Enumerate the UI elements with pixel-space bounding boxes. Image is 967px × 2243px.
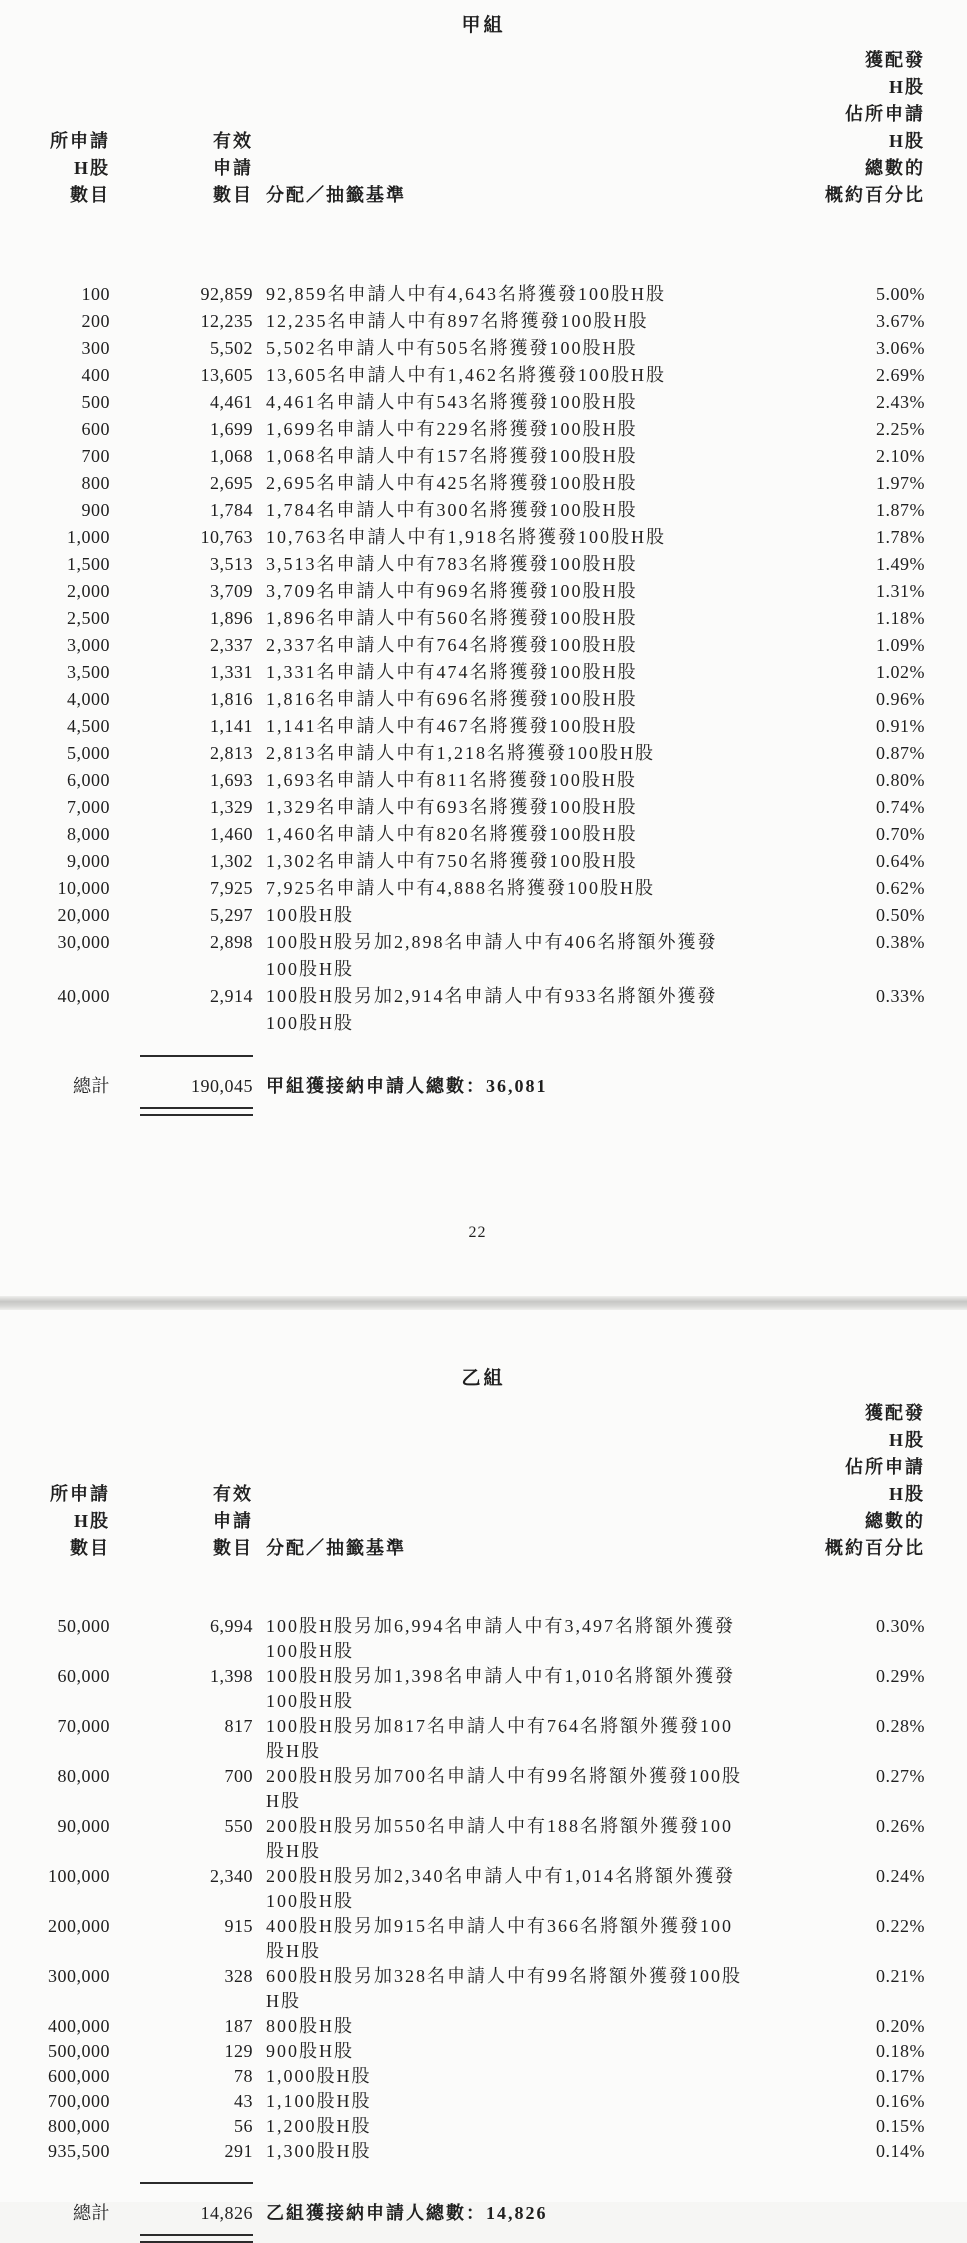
valid-applications-cell: 1,331 [210, 662, 253, 682]
valid-applications-cell: 1,398 [210, 1666, 253, 1686]
percentage-cell: 0.16% [876, 2091, 925, 2111]
header-line: 總數的 [865, 1511, 925, 1531]
allocation-basis-cell: 4,461名申請人中有543名將獲發100股H股 [266, 392, 638, 412]
group-a-title: 甲組 [461, 15, 506, 36]
table-row [30, 740, 925, 767]
allocation-basis-cell: 13,605名申請人中有1,462名將獲發100股H股 [266, 365, 666, 385]
applied-shares-cell: 300 [81, 338, 110, 358]
total-valid-applications: 190,045 [191, 1076, 253, 1096]
applied-shares-cell: 800,000 [48, 2116, 110, 2136]
percentage-cell: 0.33% [876, 986, 925, 1006]
applied-shares-cell: 700,000 [48, 2091, 110, 2111]
header-applied-shares [30, 128, 110, 209]
valid-applications-cell: 78 [234, 2066, 253, 2086]
table-row [30, 2139, 925, 2164]
applied-shares-cell: 30,000 [57, 932, 110, 952]
table-row [30, 335, 925, 362]
percentage-cell: 1.49% [876, 554, 925, 574]
allocation-basis-cell: 1,896名申請人中有560名將獲發100股H股 [266, 608, 638, 628]
allocation-basis-cell: 1,302名申請人中有750名將獲發100股H股 [266, 851, 638, 871]
percentage-cell: 0.21% [876, 1966, 925, 1986]
applied-shares-cell: 800 [81, 473, 110, 493]
percentage-cell: 5.00% [876, 284, 925, 304]
total-note: 甲組獲接納申請人總數：36,081 [266, 1076, 548, 1096]
page-divider [0, 1296, 967, 1310]
header-percentage [757, 1400, 925, 1562]
allocation-basis-cell: 100股H股 [266, 905, 354, 925]
percentage-cell: 0.18% [876, 2041, 925, 2061]
header-line: H股 [888, 77, 925, 97]
applied-shares-cell: 90,000 [57, 1816, 110, 1836]
allocation-basis-cell: 600股H股另加328名申請人中有99名將額外獲發100股H股 [266, 1966, 742, 2011]
valid-applications-cell: 12,235 [200, 311, 253, 331]
header-line: 數目 [213, 1538, 253, 1558]
header-line: 分配／抽籤基準 [266, 185, 406, 205]
applied-shares-cell: 5,000 [67, 743, 110, 763]
valid-applications-cell: 1,329 [210, 797, 253, 817]
allocation-basis-cell: 1,460名申請人中有820名將獲發100股H股 [266, 824, 638, 844]
allocation-basis-cell: 12,235名申請人中有897名將獲發100股H股 [266, 311, 649, 331]
applied-shares-cell: 935,500 [48, 2141, 110, 2161]
allocation-basis-cell: 900股H股 [266, 2041, 354, 2061]
percentage-cell: 3.67% [876, 311, 925, 331]
valid-applications-cell: 2,337 [210, 635, 253, 655]
allocation-basis-cell: 1,329名申請人中有693名將獲發100股H股 [266, 797, 638, 817]
double-rule [140, 2234, 253, 2243]
valid-applications-cell: 1,141 [210, 716, 253, 736]
percentage-cell: 0.30% [876, 1616, 925, 1636]
valid-applications-cell: 2,914 [210, 986, 253, 1006]
valid-applications-cell: 817 [224, 1716, 253, 1736]
applied-shares-cell: 1,000 [67, 527, 110, 547]
header-line: 申請 [213, 158, 253, 178]
group-b-title: 乙組 [461, 1368, 506, 1389]
allocation-basis-cell: 1,200股H股 [266, 2116, 372, 2136]
allocation-basis-cell: 100股H股另加2,898名申請人中有406名將額外獲發100股H股 [266, 932, 718, 979]
allocation-basis-cell: 2,695名申請人中有425名將獲發100股H股 [266, 473, 638, 493]
allocation-basis-cell: 100股H股另加6,994名申請人中有3,497名將額外獲發100股H股 [266, 1616, 735, 1661]
table-row [30, 2114, 925, 2139]
header-line: 數目 [70, 185, 110, 205]
table-row [30, 308, 925, 335]
allocation-basis-cell: 3,513名申請人中有783名將獲發100股H股 [266, 554, 638, 574]
valid-applications-cell: 56 [234, 2116, 253, 2136]
valid-applications-cell: 5,502 [210, 338, 253, 358]
percentage-cell: 0.15% [876, 2116, 925, 2136]
applied-shares-cell: 50,000 [57, 1616, 110, 1636]
header-line: H股 [73, 158, 110, 178]
table-row [30, 389, 925, 416]
table-row [30, 767, 925, 794]
valid-applications-cell: 1,699 [210, 419, 253, 439]
allocation-basis-cell: 2,813名申請人中有1,218名將獲發100股H股 [266, 743, 655, 763]
percentage-cell: 0.17% [876, 2066, 925, 2086]
table-row [30, 524, 925, 551]
applied-shares-cell: 40,000 [57, 986, 110, 1006]
applied-shares-cell: 100,000 [48, 1866, 110, 1886]
valid-applications-cell: 328 [224, 1966, 253, 1986]
table-row [30, 1764, 925, 1814]
percentage-cell: 0.38% [876, 932, 925, 952]
valid-applications-cell: 2,898 [210, 932, 253, 952]
applied-shares-cell: 900 [81, 500, 110, 520]
header-line: H股 [888, 131, 925, 151]
applied-shares-cell: 4,000 [67, 689, 110, 709]
table-row [30, 713, 925, 740]
valid-applications-cell: 187 [224, 2016, 253, 2036]
applied-shares-cell: 400,000 [48, 2016, 110, 2036]
applied-shares-cell: 600 [81, 419, 110, 439]
percentage-cell: 1.02% [876, 662, 925, 682]
double-rule-row [30, 2234, 925, 2243]
applied-shares-cell: 100 [81, 284, 110, 304]
allocation-basis-cell: 200股H股另加550名申請人中有188名將額外獲發100股H股 [266, 1816, 733, 1861]
allocation-basis-cell: 5,502名申請人中有505名將獲發100股H股 [266, 338, 638, 358]
allocation-basis-cell: 1,693名申請人中有811名將獲發100股H股 [266, 770, 637, 790]
table-row [30, 2064, 925, 2089]
header-percentage [757, 47, 925, 209]
applied-shares-cell: 3,000 [67, 635, 110, 655]
percentage-cell: 0.91% [876, 716, 925, 736]
valid-applications-cell: 915 [224, 1916, 253, 1936]
header-line: 獲配發 [865, 1403, 925, 1423]
valid-applications-cell: 43 [234, 2091, 253, 2111]
header-applied-shares [30, 1481, 110, 1562]
valid-applications-cell: 291 [224, 2141, 253, 2161]
percentage-cell: 1.18% [876, 608, 925, 628]
valid-applications-cell: 1,460 [210, 824, 253, 844]
table-b-body [30, 1614, 925, 2164]
single-rule [140, 2182, 253, 2184]
valid-applications-cell: 1,068 [210, 446, 253, 466]
percentage-cell: 0.50% [876, 905, 925, 925]
applied-shares-cell: 300,000 [48, 1966, 110, 1986]
applied-shares-cell: 500,000 [48, 2041, 110, 2061]
applied-shares-cell: 3,500 [67, 662, 110, 682]
header-line: H股 [888, 1484, 925, 1504]
table-row [30, 1914, 925, 1964]
percentage-cell: 1.31% [876, 581, 925, 601]
allocation-basis-cell: 100股H股另加2,914名申請人中有933名將額外獲發100股H股 [266, 986, 718, 1033]
applied-shares-cell: 20,000 [57, 905, 110, 925]
valid-applications-cell: 92,859 [200, 284, 253, 304]
applied-shares-cell: 70,000 [57, 1716, 110, 1736]
valid-applications-cell: 129 [224, 2041, 253, 2061]
percentage-cell: 0.62% [876, 878, 925, 898]
percentage-cell: 0.74% [876, 797, 925, 817]
allocation-basis-cell: 1,816名申請人中有696名將獲發100股H股 [266, 689, 638, 709]
allocation-basis-cell: 3,709名申請人中有969名將獲發100股H股 [266, 581, 638, 601]
allocation-basis-cell: 1,331名申請人中有474名將獲發100股H股 [266, 662, 638, 682]
header-line: 佔所申請 [845, 104, 925, 124]
allocation-basis-cell: 10,763名申請人中有1,918名將獲發100股H股 [266, 527, 666, 547]
page-a-content [30, 47, 925, 1242]
valid-applications-cell: 13,605 [200, 365, 253, 385]
total-label: 總計 [73, 2203, 110, 2223]
double-rule [140, 1107, 253, 1116]
allocation-basis-cell: 7,925名申請人中有4,888名將獲發100股H股 [266, 878, 655, 898]
header-line: 數目 [70, 1538, 110, 1558]
percentage-cell: 1.97% [876, 473, 925, 493]
percentage-cell: 0.22% [876, 1916, 925, 1936]
allocation-basis-cell: 800股H股 [266, 2016, 354, 2036]
percentage-cell: 1.09% [876, 635, 925, 655]
valid-applications-cell: 5,297 [210, 905, 253, 925]
applied-shares-cell: 400 [81, 365, 110, 385]
header-line: 有效 [213, 1484, 253, 1504]
header-line: 數目 [213, 185, 253, 205]
table-row [30, 902, 925, 929]
valid-applications-cell: 4,461 [210, 392, 253, 412]
table-row [30, 551, 925, 578]
valid-applications-cell: 7,925 [210, 878, 253, 898]
header-line: 概約百分比 [825, 1538, 925, 1558]
table-row [30, 281, 925, 308]
percentage-cell: 0.80% [876, 770, 925, 790]
header-line: 佔所申請 [845, 1457, 925, 1477]
valid-applications-cell: 2,340 [210, 1866, 253, 1886]
valid-applications-cell: 3,513 [210, 554, 253, 574]
applied-shares-cell: 600,000 [48, 2066, 110, 2086]
percentage-cell: 0.26% [876, 1816, 925, 1836]
table-row [30, 2039, 925, 2064]
total-note: 乙組獲接納申請人總數：14,826 [266, 2203, 548, 2223]
valid-applications-cell: 550 [224, 1816, 253, 1836]
header-allocation-basis [266, 1535, 744, 1562]
applied-shares-cell: 9,000 [67, 851, 110, 871]
document-page-b [0, 1310, 967, 2223]
allocation-basis-cell: 1,000股H股 [266, 2066, 372, 2086]
table-b-total-row [30, 2200, 925, 2227]
percentage-cell: 0.14% [876, 2141, 925, 2161]
table-row [30, 1864, 925, 1914]
valid-applications-cell: 10,763 [200, 527, 253, 547]
applied-shares-cell: 6,000 [67, 770, 110, 790]
table-row [30, 2089, 925, 2114]
applied-shares-cell: 500 [81, 392, 110, 412]
valid-applications-cell: 700 [224, 1766, 253, 1786]
allocation-basis-cell: 200股H股另加700名申請人中有99名將額外獲發100股H股 [266, 1766, 742, 1811]
valid-applications-cell: 6,994 [210, 1616, 253, 1636]
header-line: 總數的 [865, 158, 925, 178]
percentage-cell: 0.20% [876, 2016, 925, 2036]
table-row [30, 605, 925, 632]
total-rule-row [30, 1055, 925, 1057]
table-row [30, 578, 925, 605]
valid-applications-cell: 3,709 [210, 581, 253, 601]
total-rule-row [30, 2182, 925, 2184]
total-valid-applications: 14,826 [200, 2203, 253, 2223]
table-row [30, 362, 925, 389]
table-row [30, 983, 925, 1037]
table-row [30, 416, 925, 443]
double-rule-row [30, 1107, 925, 1116]
table-row [30, 1614, 925, 1664]
allocation-basis-cell: 100股H股另加817名申請人中有764名將額外獲發100股H股 [266, 1716, 733, 1761]
percentage-cell: 1.78% [876, 527, 925, 547]
percentage-cell: 2.25% [876, 419, 925, 439]
allocation-basis-cell: 400股H股另加915名申請人中有366名將額外獲發100股H股 [266, 1916, 733, 1961]
percentage-cell: 0.64% [876, 851, 925, 871]
valid-applications-cell: 1,784 [210, 500, 253, 520]
table-row [30, 659, 925, 686]
header-line: 獲配發 [865, 50, 925, 70]
percentage-cell: 1.87% [876, 500, 925, 520]
header-valid-applications [123, 128, 253, 209]
header-line: 有效 [213, 131, 253, 151]
valid-applications-cell: 1,896 [210, 608, 253, 628]
percentage-cell: 2.69% [876, 365, 925, 385]
allocation-basis-cell: 1,068名申請人中有157名將獲發100股H股 [266, 446, 638, 466]
allocation-basis-cell: 1,699名申請人中有229名將獲發100股H股 [266, 419, 638, 439]
allocation-basis-cell: 1,141名申請人中有467名將獲發100股H股 [266, 716, 638, 736]
allocation-basis-cell: 1,300股H股 [266, 2141, 372, 2161]
applied-shares-cell: 1,500 [67, 554, 110, 574]
percentage-cell: 0.96% [876, 689, 925, 709]
applied-shares-cell: 8,000 [67, 824, 110, 844]
header-line: 所申請 [50, 1484, 110, 1504]
percentage-cell: 2.10% [876, 446, 925, 466]
applied-shares-cell: 7,000 [67, 797, 110, 817]
table-row [30, 794, 925, 821]
page-b-content [30, 1400, 925, 2243]
percentage-cell: 2.43% [876, 392, 925, 412]
table-row [30, 1814, 925, 1864]
header-line: 概約百分比 [825, 185, 925, 205]
applied-shares-cell: 80,000 [57, 1766, 110, 1786]
valid-applications-cell: 2,813 [210, 743, 253, 763]
allocation-basis-cell: 92,859名申請人中有4,643名將獲發100股H股 [266, 284, 666, 304]
table-a-header [30, 47, 925, 209]
table-a-total-row [30, 1073, 925, 1100]
valid-applications-cell: 1,302 [210, 851, 253, 871]
header-line: 所申請 [50, 131, 110, 151]
page-number: 22 [468, 1224, 487, 1241]
table-a-body [30, 281, 925, 1037]
allocation-basis-cell: 1,100股H股 [266, 2091, 372, 2111]
applied-shares-cell: 200 [81, 311, 110, 331]
table-row [30, 632, 925, 659]
single-rule [140, 1055, 253, 1057]
table-b-header [30, 1400, 925, 1562]
applied-shares-cell: 200,000 [48, 1916, 110, 1936]
header-line: 申請 [213, 1511, 253, 1531]
percentage-cell: 0.29% [876, 1666, 925, 1686]
table-row [30, 2014, 925, 2039]
table-row [30, 821, 925, 848]
header-allocation-basis [266, 182, 744, 209]
percentage-cell: 0.70% [876, 824, 925, 844]
table-row [30, 848, 925, 875]
applied-shares-cell: 700 [81, 446, 110, 466]
table-row [30, 497, 925, 524]
table-row [30, 686, 925, 713]
percentage-cell: 0.28% [876, 1716, 925, 1736]
total-label: 總計 [73, 1076, 110, 1096]
applied-shares-cell: 4,500 [67, 716, 110, 736]
allocation-basis-cell: 100股H股另加1,398名申請人中有1,010名將額外獲發100股H股 [266, 1666, 735, 1711]
applied-shares-cell: 2,500 [67, 608, 110, 628]
table-row [30, 443, 925, 470]
valid-applications-cell: 1,693 [210, 770, 253, 790]
applied-shares-cell: 10,000 [57, 878, 110, 898]
valid-applications-cell: 1,816 [210, 689, 253, 709]
percentage-cell: 0.27% [876, 1766, 925, 1786]
valid-applications-cell: 2,695 [210, 473, 253, 493]
percentage-cell: 0.24% [876, 1866, 925, 1886]
header-line: H股 [888, 1430, 925, 1450]
table-row [30, 1964, 925, 2014]
allocation-basis-cell: 2,337名申請人中有764名將獲發100股H股 [266, 635, 638, 655]
percentage-cell: 0.87% [876, 743, 925, 763]
table-row [30, 875, 925, 902]
applied-shares-cell: 60,000 [57, 1666, 110, 1686]
allocation-basis-cell: 1,784名申請人中有300名將獲發100股H股 [266, 500, 638, 520]
percentage-cell: 3.06% [876, 338, 925, 358]
header-valid-applications [123, 1481, 253, 1562]
table-row [30, 470, 925, 497]
header-line: H股 [73, 1511, 110, 1531]
table-row [30, 1664, 925, 1714]
table-row [30, 1714, 925, 1764]
table-row [30, 929, 925, 983]
allocation-basis-cell: 200股H股另加2,340名申請人中有1,014名將額外獲發100股H股 [266, 1866, 735, 1911]
applied-shares-cell: 2,000 [67, 581, 110, 601]
header-line: 分配／抽籤基準 [266, 1538, 406, 1558]
